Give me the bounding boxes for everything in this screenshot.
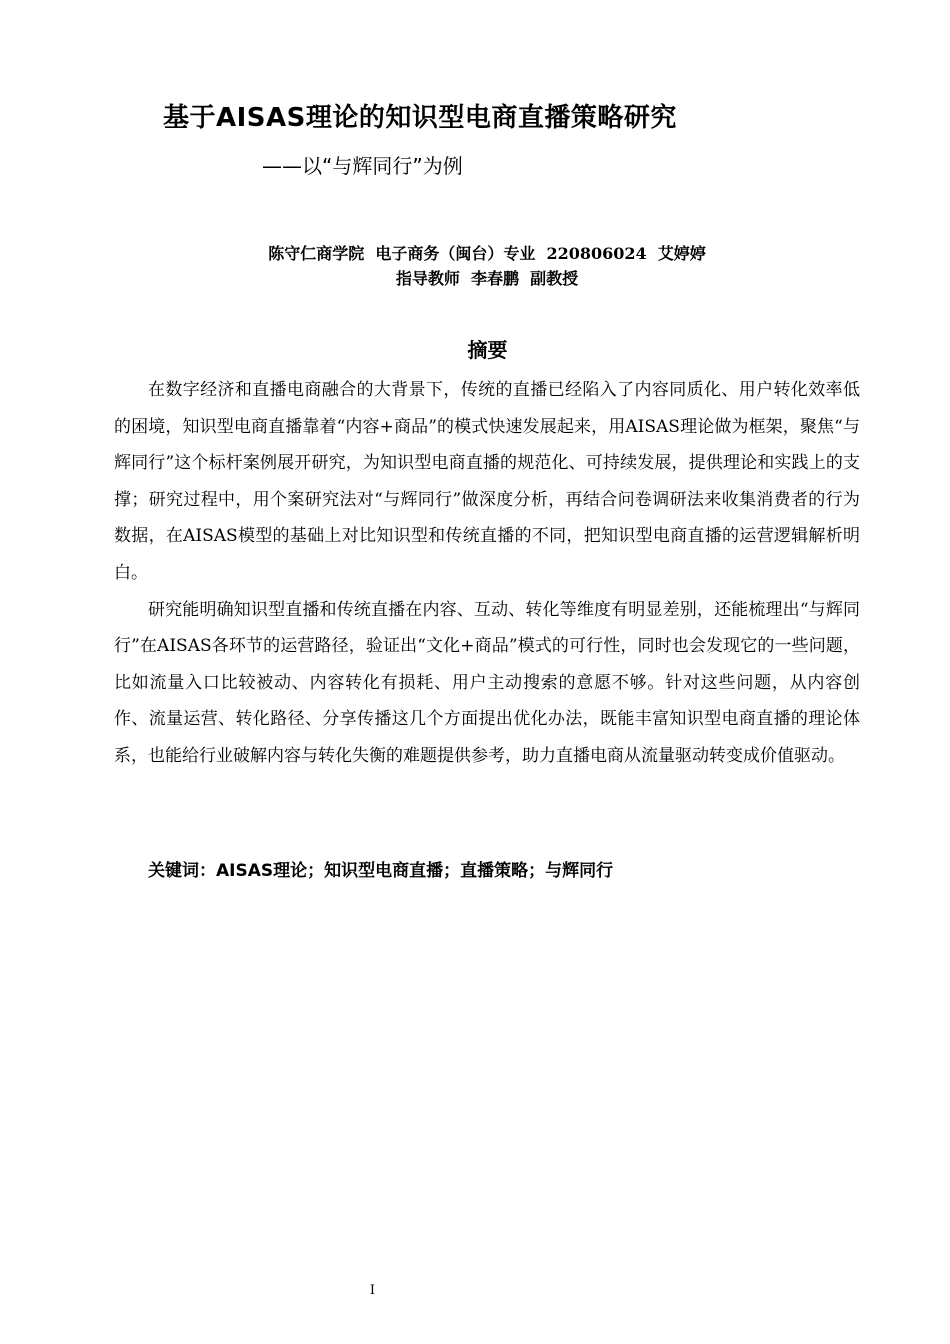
keywords: 关键词：AISAS理论；知识型电商直播；直播策略；与辉同行 xyxy=(148,861,614,881)
document-title: 基于AISAS理论的知识型电商直播策略研究 xyxy=(163,103,677,133)
abstract-heading: 摘要 xyxy=(467,338,508,362)
abstract-paragraph: 在数字经济和直播电商融合的大背景下，传统的直播已经陷入了内容同质化、用户转化效率低的困境，知识型电商直播靠着“内容+商品”的模式快速发展起来，用AISAS理论做为框架，聚焦“与辉同行”这个标杆案例展开研究，为知识型电商直播的规范化、可持续发展，提供理论和实践上的支撑；研究过程中，用个案研究法对“与辉同行”做深度分析，再结合问卷调研法来收集消费者的行为数据，在AISAS模型的基础上对比知识型和传统直播的不同，把知识型电商直播的运营逻辑解析明白。 xyxy=(114,380,860,583)
abstract-paragraph: 研究能明确知识型直播和传统直播在内容、互动、转化等维度有明显差别，还能梳理出“与辉同行”在AISAS各环节的运营路径，验证出“文化+商品”模式的可行性，同时也会发现它的一些问题，比如流量入口比较被动、内容转化有损耗、用户主动搜索的意愿不够。针对这些问题，从内容创作、流量运营、转化路径、分享传播这几个方面提出优化办法，既能丰富知识型电商直播的理论体系，也能给行业破解内容与转化失衡的难题提供参考，助力直播电商从流量驱动转变成价值驱动。 xyxy=(114,599,860,766)
author-info: 陈守仁商学院 电子商务（闽台）专业 220806024 艾婷婷 xyxy=(268,244,706,263)
page-number: I xyxy=(369,1283,376,1298)
document-subtitle: ——以“与辉同行”为例 xyxy=(262,154,463,178)
abstract-body xyxy=(114,372,860,775)
advisor-info: 指导教师 李春鹏 副教授 xyxy=(395,269,579,288)
